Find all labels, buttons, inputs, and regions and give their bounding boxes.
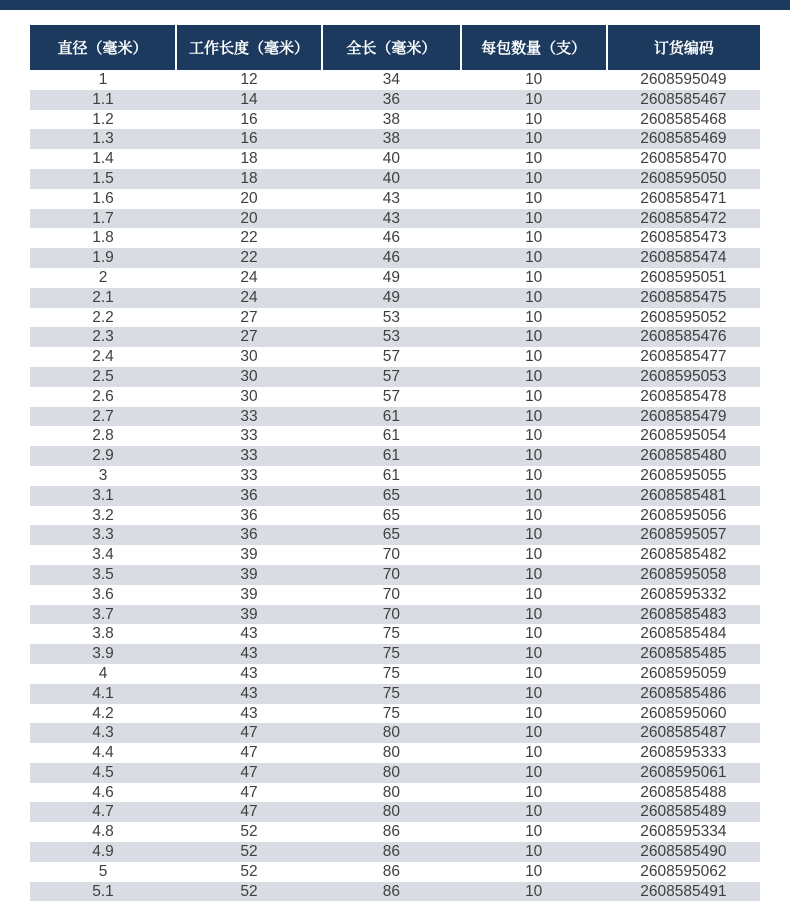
table-cell: 10 xyxy=(461,129,607,149)
table-cell: 10 xyxy=(525,348,543,366)
table-cell: 57 xyxy=(322,367,461,387)
table-cell: 5.1 xyxy=(30,882,176,901)
table-cell: 2.9 xyxy=(30,446,176,466)
table-cell: 33 xyxy=(176,407,322,427)
table-cell: 3.4 xyxy=(92,546,114,564)
table-cell: 2608585486 xyxy=(607,684,760,704)
table-cell: 2608595060 xyxy=(640,704,727,722)
table-cell: 38 xyxy=(322,129,461,149)
table-cell: 65 xyxy=(322,486,461,506)
table-row xyxy=(30,308,760,328)
table-body xyxy=(30,70,760,901)
table-cell: 52 xyxy=(176,842,322,862)
table-cell: 4.3 xyxy=(30,723,176,743)
table-cell: 1.7 xyxy=(30,209,176,229)
table-cell: 36 xyxy=(176,525,322,545)
table-cell: 70 xyxy=(322,565,461,585)
table-row xyxy=(30,763,760,783)
table-cell: 75 xyxy=(322,684,461,704)
table-cell: 2608595062 xyxy=(640,862,727,880)
table-cell: 10 xyxy=(525,744,543,762)
table-cell: 61 xyxy=(322,407,461,427)
table-row xyxy=(30,367,760,387)
table-cell: 80 xyxy=(382,783,400,801)
table-row xyxy=(30,426,760,446)
table-row xyxy=(30,605,760,625)
table-row xyxy=(30,327,760,347)
table-cell: 2608585475 xyxy=(607,288,760,308)
table-cell: 2608585485 xyxy=(607,644,760,664)
top-accent-bar xyxy=(0,0,790,10)
table-row xyxy=(30,189,760,209)
table-cell: 47 xyxy=(176,802,322,822)
table-cell: 2608595061 xyxy=(607,763,760,783)
table-cell: 2.5 xyxy=(30,367,176,387)
table-row xyxy=(30,70,760,90)
table-cell: 86 xyxy=(382,823,400,841)
table-cell: 16 xyxy=(240,110,258,128)
table-cell: 43 xyxy=(240,625,258,643)
table-cell: 1.8 xyxy=(92,229,114,247)
table-cell: 33 xyxy=(240,466,258,484)
table-cell: 75 xyxy=(382,664,400,682)
table-cell: 2608585481 xyxy=(607,486,760,506)
table-cell: 10 xyxy=(461,248,607,268)
table-cell: 27 xyxy=(240,308,258,326)
table-cell: 4.7 xyxy=(30,802,176,822)
table-cell: 18 xyxy=(240,150,258,168)
table-cell: 2608585474 xyxy=(607,248,760,268)
table-cell: 36 xyxy=(322,90,461,110)
table-cell: 10 xyxy=(461,525,607,545)
table-cell: 12 xyxy=(240,71,258,88)
table-cell: 70 xyxy=(382,585,400,603)
table-cell: 57 xyxy=(382,387,400,405)
table-cell: 47 xyxy=(240,744,258,762)
table-cell: 10 xyxy=(461,842,607,862)
table-cell: 46 xyxy=(322,248,461,268)
table-cell: 10 xyxy=(461,644,607,664)
table-cell: 80 xyxy=(322,723,461,743)
table-cell: 36 xyxy=(240,506,258,524)
table-cell: 4.8 xyxy=(92,823,114,841)
table-cell: 2608585490 xyxy=(607,842,760,862)
table-cell: 10 xyxy=(525,110,543,128)
table-row xyxy=(30,783,760,803)
table-cell: 10 xyxy=(525,862,543,880)
table-row xyxy=(30,723,760,743)
table-cell: 43 xyxy=(176,644,322,664)
table-cell: 61 xyxy=(382,427,400,445)
table-cell: 38 xyxy=(382,110,400,128)
table-cell: 1.3 xyxy=(30,129,176,149)
table-cell: 3.9 xyxy=(30,644,176,664)
table-cell: 1.2 xyxy=(92,110,114,128)
table-cell: 70 xyxy=(382,546,400,564)
table-cell: 53 xyxy=(382,308,400,326)
table-cell: 1.6 xyxy=(92,189,114,207)
table-cell: 10 xyxy=(525,664,543,682)
table-cell: 49 xyxy=(322,288,461,308)
table-row xyxy=(30,486,760,506)
table-cell: 10 xyxy=(461,763,607,783)
table-row xyxy=(30,209,760,229)
table-cell: 20 xyxy=(176,209,322,229)
table-cell: 70 xyxy=(322,605,461,625)
table-cell: 2608585482 xyxy=(640,546,727,564)
table-row xyxy=(30,446,760,466)
table-cell: 10 xyxy=(525,466,543,484)
table-cell: 80 xyxy=(382,744,400,762)
table-cell: 4.4 xyxy=(92,744,114,762)
column-header-total-length: 全长（毫米） xyxy=(322,25,461,70)
table-row xyxy=(30,882,760,901)
table-cell: 2608585487 xyxy=(607,723,760,743)
table-cell: 52 xyxy=(240,862,258,880)
table-cell: 2608585473 xyxy=(640,229,727,247)
table-cell: 75 xyxy=(382,625,400,643)
table-row xyxy=(30,228,760,248)
table-cell: 2608585484 xyxy=(640,625,727,643)
table-row xyxy=(30,248,760,268)
table-cell: 65 xyxy=(322,525,461,545)
table-cell: 10 xyxy=(525,150,543,168)
table-cell: 53 xyxy=(322,327,461,347)
table-row xyxy=(30,149,760,169)
table-row xyxy=(30,545,760,565)
table-cell: 27 xyxy=(176,327,322,347)
table-cell: 4.5 xyxy=(30,763,176,783)
table-cell: 2.7 xyxy=(30,407,176,427)
table-cell: 2608595055 xyxy=(640,466,727,484)
table-cell: 2608595052 xyxy=(640,308,727,326)
table-cell: 30 xyxy=(240,348,258,366)
table-cell: 65 xyxy=(382,506,400,524)
table-cell: 3 xyxy=(98,466,108,484)
table-cell: 10 xyxy=(525,189,543,207)
table-row xyxy=(30,169,760,189)
table-cell: 10 xyxy=(525,268,543,286)
column-header-diameter: 直径（毫米） xyxy=(30,25,176,70)
product-table-container xyxy=(30,25,760,901)
table-cell: 14 xyxy=(176,90,322,110)
table-cell: 10 xyxy=(461,486,607,506)
table-row xyxy=(30,129,760,149)
table-row xyxy=(30,407,760,427)
table-header-row xyxy=(30,25,760,70)
table-cell: 3.6 xyxy=(92,585,114,603)
table-row xyxy=(30,268,760,288)
table-cell: 18 xyxy=(176,169,322,189)
table-cell: 30 xyxy=(176,367,322,387)
table-cell: 80 xyxy=(322,763,461,783)
table-cell: 2608595051 xyxy=(640,268,727,286)
table-cell: 2608595058 xyxy=(607,565,760,585)
table-cell: 2608585480 xyxy=(607,446,760,466)
table-row xyxy=(30,862,760,882)
table-cell: 52 xyxy=(240,823,258,841)
table-cell: 2608585483 xyxy=(607,605,760,625)
table-cell: 2 xyxy=(98,268,108,286)
table-row xyxy=(30,506,760,526)
table-cell: 2608585472 xyxy=(607,209,760,229)
table-cell: 24 xyxy=(176,288,322,308)
table-cell: 10 xyxy=(461,605,607,625)
table-row xyxy=(30,387,760,407)
table-cell: 3.2 xyxy=(92,506,114,524)
table-cell: 10 xyxy=(461,327,607,347)
table-cell: 2608595053 xyxy=(607,367,760,387)
table-cell: 10 xyxy=(525,546,543,564)
table-cell: 4.9 xyxy=(30,842,176,862)
table-cell: 2608585478 xyxy=(640,387,727,405)
table-cell: 3.7 xyxy=(30,605,176,625)
table-cell: 43 xyxy=(176,684,322,704)
table-cell: 2608585471 xyxy=(640,189,727,207)
table-row xyxy=(30,664,760,684)
table-cell: 3.3 xyxy=(30,525,176,545)
table-row xyxy=(30,644,760,664)
table-cell: 49 xyxy=(382,268,400,286)
table-row xyxy=(30,822,760,842)
table-cell: 86 xyxy=(322,842,461,862)
table-cell: 22 xyxy=(240,229,258,247)
table-cell: 47 xyxy=(176,723,322,743)
table-row xyxy=(30,110,760,130)
table-cell: 2.3 xyxy=(30,327,176,347)
table-cell: 2608595049 xyxy=(640,71,727,88)
table-cell: 24 xyxy=(240,268,258,286)
table-row xyxy=(30,466,760,486)
table-row xyxy=(30,347,760,367)
table-cell: 2608585489 xyxy=(607,802,760,822)
table-cell: 43 xyxy=(240,704,258,722)
table-cell: 43 xyxy=(322,209,461,229)
table-cell: 2608595050 xyxy=(607,169,760,189)
table-cell: 36 xyxy=(176,486,322,506)
table-cell: 10 xyxy=(461,90,607,110)
table-cell: 1.5 xyxy=(30,169,176,189)
table-cell: 10 xyxy=(525,783,543,801)
table-cell: 3.5 xyxy=(30,565,176,585)
table-cell: 43 xyxy=(240,664,258,682)
table-cell: 1 xyxy=(98,71,108,88)
table-cell: 2608595054 xyxy=(640,427,727,445)
table-cell: 10 xyxy=(525,704,543,722)
table-cell: 39 xyxy=(176,565,322,585)
table-cell: 86 xyxy=(322,882,461,901)
table-cell: 61 xyxy=(382,466,400,484)
table-cell: 10 xyxy=(461,407,607,427)
table-row xyxy=(30,565,760,585)
table-cell: 2608585469 xyxy=(607,129,760,149)
table-cell: 1.1 xyxy=(30,90,176,110)
table-cell: 10 xyxy=(525,585,543,603)
table-cell: 1.4 xyxy=(92,150,114,168)
table-cell: 22 xyxy=(176,248,322,268)
table-cell: 10 xyxy=(525,427,543,445)
table-cell: 2608585476 xyxy=(607,327,760,347)
table-cell: 2.1 xyxy=(30,288,176,308)
table-cell: 5 xyxy=(98,862,108,880)
table-cell: 2608585477 xyxy=(640,348,727,366)
table-cell: 1.9 xyxy=(30,248,176,268)
table-row xyxy=(30,704,760,724)
table-cell: 10 xyxy=(461,209,607,229)
table-cell: 4.6 xyxy=(92,783,114,801)
column-header-order-code: 订货编码 xyxy=(607,25,760,70)
table-cell: 10 xyxy=(525,625,543,643)
table-cell: 2.4 xyxy=(92,348,114,366)
table-row xyxy=(30,585,760,605)
table-cell: 75 xyxy=(322,644,461,664)
table-cell: 10 xyxy=(525,71,543,88)
table-cell: 10 xyxy=(461,802,607,822)
table-row xyxy=(30,802,760,822)
table-cell: 33 xyxy=(240,427,258,445)
table-cell: 2608585467 xyxy=(607,90,760,110)
table-cell: 10 xyxy=(461,367,607,387)
table-cell: 43 xyxy=(382,189,400,207)
table-cell: 80 xyxy=(322,802,461,822)
table-cell: 52 xyxy=(176,882,322,901)
table-cell: 2608585468 xyxy=(640,110,727,128)
table-row xyxy=(30,288,760,308)
table-cell: 10 xyxy=(461,723,607,743)
table-cell: 4.1 xyxy=(30,684,176,704)
table-cell: 2608585491 xyxy=(607,882,760,901)
table-cell: 33 xyxy=(176,446,322,466)
table-cell: 4 xyxy=(98,664,108,682)
table-cell: 2.2 xyxy=(92,308,114,326)
table-cell: 39 xyxy=(240,585,258,603)
table-cell: 2608595333 xyxy=(640,744,727,762)
table-cell: 39 xyxy=(240,546,258,564)
column-header-pack-quantity: 每包数量（支） xyxy=(461,25,607,70)
table-cell: 2.6 xyxy=(92,387,114,405)
table-cell: 16 xyxy=(176,129,322,149)
table-cell: 40 xyxy=(382,150,400,168)
table-cell: 2608585479 xyxy=(607,407,760,427)
table-cell: 4.2 xyxy=(92,704,114,722)
table-cell: 10 xyxy=(525,506,543,524)
table-cell: 10 xyxy=(461,565,607,585)
table-cell: 34 xyxy=(382,71,400,88)
table-cell: 2608585488 xyxy=(640,783,727,801)
table-cell: 2608595059 xyxy=(640,664,727,682)
table-row xyxy=(30,525,760,545)
table-cell: 10 xyxy=(461,169,607,189)
table-cell: 47 xyxy=(176,763,322,783)
table-row xyxy=(30,90,760,110)
table-cell: 46 xyxy=(382,229,400,247)
table-cell: 39 xyxy=(176,605,322,625)
table-cell: 47 xyxy=(240,783,258,801)
table-cell: 2608585470 xyxy=(640,150,727,168)
table-cell: 3.8 xyxy=(92,625,114,643)
table-cell: 20 xyxy=(240,189,258,207)
table-row xyxy=(30,743,760,763)
table-cell: 2608595057 xyxy=(607,525,760,545)
column-header-working-length: 工作长度（毫米） xyxy=(176,25,322,70)
table-cell: 10 xyxy=(525,387,543,405)
table-cell: 10 xyxy=(525,229,543,247)
table-cell: 2.8 xyxy=(92,427,114,445)
table-cell: 2608595332 xyxy=(640,585,727,603)
table-cell: 75 xyxy=(382,704,400,722)
table-cell: 61 xyxy=(322,446,461,466)
table-row xyxy=(30,624,760,644)
table-row xyxy=(30,842,760,862)
table-cell: 10 xyxy=(525,308,543,326)
table-cell: 57 xyxy=(382,348,400,366)
table-cell: 86 xyxy=(382,862,400,880)
product-spec-table xyxy=(30,25,760,901)
table-row xyxy=(30,684,760,704)
table-cell: 40 xyxy=(322,169,461,189)
table-cell: 3.1 xyxy=(30,486,176,506)
table-cell: 10 xyxy=(461,288,607,308)
table-cell: 10 xyxy=(525,823,543,841)
table-cell: 30 xyxy=(240,387,258,405)
table-cell: 2608595056 xyxy=(640,506,727,524)
table-cell: 2608595334 xyxy=(640,823,727,841)
table-cell: 10 xyxy=(461,684,607,704)
table-cell: 10 xyxy=(461,446,607,466)
table-cell: 10 xyxy=(461,882,607,901)
